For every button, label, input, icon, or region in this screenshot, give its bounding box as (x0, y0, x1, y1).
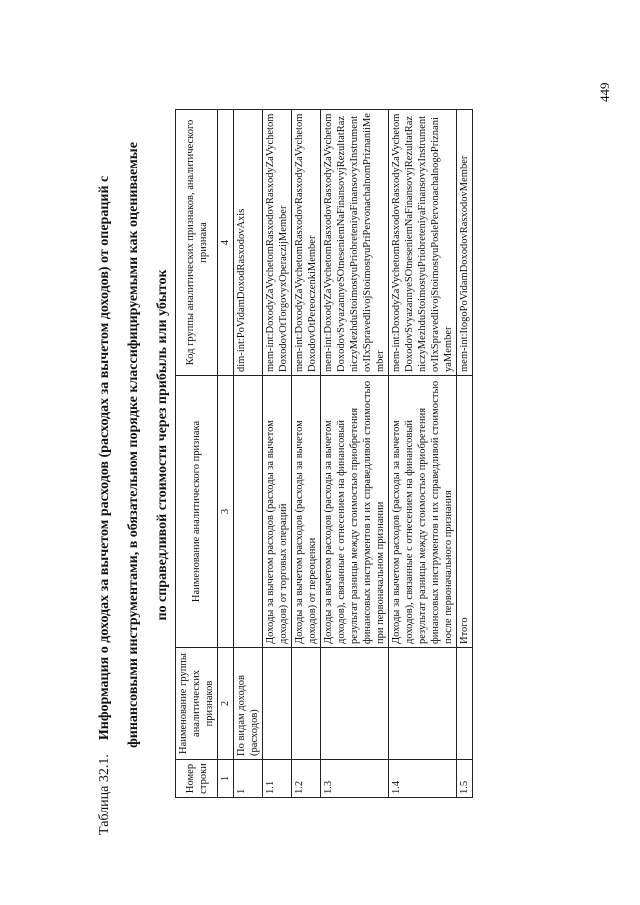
column-number: 4 (218, 110, 234, 376)
table-row (292, 110, 321, 798)
code: mem-int:ItogoPoVidamDoxodovRasxodovMember (457, 110, 473, 376)
row-number: 1.5 (457, 760, 473, 798)
row-number: 1.2 (292, 760, 321, 798)
feature-name (234, 376, 263, 648)
code: mem-int:DoxodyZaVychetomRasxodovRasxodyZaVychetomDoxodovOtTorgovyxOperaczijMember (263, 110, 292, 376)
table-title-line-2: финансовыми инструментами, в обязательном порядке классифицируемыми как оцениваемые (126, 142, 141, 748)
table-row (321, 110, 389, 798)
feature-name: Доходы за вычетом расходов (расходы за вычетом доходов) от торговых операций (263, 376, 292, 648)
header-code: Код группы аналитических признаков, аналитического признака (176, 110, 218, 376)
column-number-row (218, 110, 234, 798)
page-number: 449 (597, 82, 612, 102)
table-label: Таблица 32.1. (97, 754, 112, 835)
header-row-number: Номер строки (176, 760, 218, 798)
group-name (321, 648, 389, 760)
analytics-table (175, 109, 473, 798)
row-number: 1.1 (263, 760, 292, 798)
table-title-line-3: по справедливой стоимости через прибыль или убыток (155, 269, 170, 621)
row-number: 1 (234, 760, 263, 798)
table-row (263, 110, 292, 798)
table-row (389, 110, 457, 798)
code: mem-int:DoxodyZaVychetomRasxodovRasxodyZaVychetomDoxodovOtPereoczenkiMember (292, 110, 321, 376)
column-number: 2 (218, 648, 234, 760)
header-feature-name: Наименование аналитического признака (176, 376, 218, 648)
row-number: 1.3 (321, 760, 389, 798)
code: mem-int:DoxodyZaVychetomRasxodovRasxodyZaVychetomDoxodovSvyazannyeSOtneseniemNaFinansovyjRezultatRazniczyMezhduStoimostyuPriobreteniyaFinansovyxInstrumentovIIxSpravedlivojStoimostyuPoslePervonachalnogoPriznaniyaMember (389, 110, 457, 376)
code: mem-int:DoxodyZaVychetomRasxodovRasxodyZaVychetomDoxodovSvyazannyeSOtneseniemNaFinansovyjRezultatRazniczyMezhduStoimostyuPriobreteniyaFinansovyxInstrumentovIIxSpravedlivojStoimostyuPriPervonachalnomPriznaniiMember (321, 110, 389, 376)
group-name (389, 648, 457, 760)
group-name: По видам доходов (расходов) (234, 648, 263, 760)
feature-name: Итого (457, 376, 473, 648)
column-number: 1 (218, 760, 234, 798)
feature-name: Доходы за вычетом расходов (расходы за вычетом доходов), связанные с отнесением на финансовый результат разницы между стоимостью приобретения финансовых инструментов и их справедливой стоимостью после первоначального признания (389, 376, 457, 648)
table-title-line-1: Информация о доходах за вычетом расходов (расходах за вычетом доходов) от операций с (97, 175, 112, 741)
row-number: 1.4 (389, 760, 457, 798)
table-caption (90, 55, 177, 835)
code: dim-int:PoVidamDoxodRasxodovAxis (234, 110, 263, 376)
group-name (263, 648, 292, 760)
column-number: 3 (218, 376, 234, 648)
header-row (176, 110, 218, 798)
feature-name: Доходы за вычетом расходов (расходы за вычетом доходов) от переоценки (292, 376, 321, 648)
table-row (457, 110, 473, 798)
group-row (234, 110, 263, 798)
header-group-name: Наименование группы аналитических признаков (176, 648, 218, 760)
group-name (457, 648, 473, 760)
feature-name: Доходы за вычетом расходов (расходы за вычетом доходов), связанные с отнесением на финансовый результат разницы между стоимостью приобретения финансовых инструментов и их справедливой стоимостью при первоначальном признании (321, 376, 389, 648)
group-name (292, 648, 321, 760)
